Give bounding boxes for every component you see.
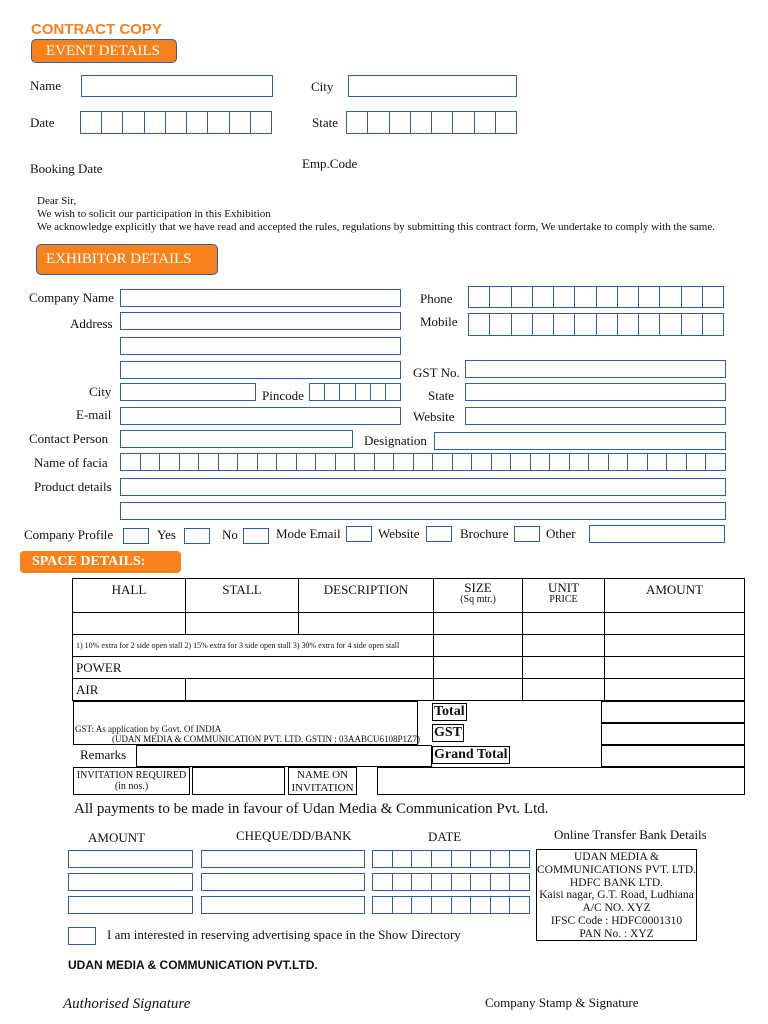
date-field-3[interactable] <box>372 896 530 914</box>
mobile-field[interactable] <box>468 313 724 336</box>
gst-note-line1: GST: As application by Govt. Of INDIA <box>75 724 222 734</box>
unit-price-header <box>523 579 605 613</box>
name-on-invitation-field[interactable] <box>377 767 745 795</box>
size-unit-text: (Sq mtr.) <box>460 594 496 605</box>
hall-cell[interactable] <box>73 613 186 635</box>
description-cell[interactable] <box>299 613 434 635</box>
email-field[interactable] <box>120 407 401 425</box>
company-name-field[interactable] <box>120 289 401 307</box>
bank-line: COMMUNICATIONS PVT. LTD. <box>537 863 697 876</box>
cheque-field-2[interactable] <box>201 873 365 891</box>
note-unit-cell[interactable] <box>523 635 605 657</box>
exhibitor-details-heading: EXHIBITOR DETAILS <box>36 244 218 275</box>
size-header <box>434 579 523 613</box>
contact-person-field[interactable] <box>120 430 353 448</box>
contract-copy-title: CONTRACT COPY <box>31 21 162 38</box>
contact-person-label: Contact Person <box>29 431 109 446</box>
product-details-field-2[interactable] <box>120 502 726 520</box>
bank-line: A/C NO. XYZ <box>582 902 651 915</box>
cheque-field-3[interactable] <box>201 896 365 914</box>
remarks-field[interactable] <box>136 745 432 767</box>
name-field[interactable] <box>81 75 273 97</box>
brochure-checkbox[interactable] <box>514 526 540 542</box>
advertising-interest-label: I am interested in reserving advertising space in the Show Directory <box>107 927 461 942</box>
mode-email-checkbox[interactable] <box>346 526 372 542</box>
power-row-label: POWER <box>73 657 434 679</box>
emp-code-label: Emp.Code <box>302 156 358 171</box>
grand-total-value[interactable] <box>601 745 745 767</box>
phone-field[interactable] <box>468 286 724 308</box>
state-field[interactable] <box>346 111 517 134</box>
address-label: Address <box>70 316 113 331</box>
mode-email-label: Mode Email <box>276 526 341 541</box>
designation-field[interactable] <box>434 432 726 450</box>
air-amount-cell[interactable] <box>605 679 745 701</box>
hall-header: HALL <box>73 579 186 613</box>
bank-line: IFSC Code : HDFC0001310 <box>550 914 683 927</box>
bank-line: HDFC BANK LTD. <box>569 876 664 889</box>
event-details-heading: EVENT DETAILS <box>31 39 177 63</box>
price-header-text: PRICE <box>549 594 578 605</box>
other-field[interactable] <box>589 525 725 543</box>
space-details-heading: SPACE DETAILS: <box>20 551 181 573</box>
email-label: E-mail <box>76 407 112 422</box>
website-checkbox[interactable] <box>426 526 452 542</box>
designation-label: Designation <box>364 433 427 448</box>
website-option-label: Website <box>378 526 420 541</box>
air-row-label: AIR <box>73 679 186 701</box>
unit-price-cell[interactable] <box>523 613 605 635</box>
authorised-signature-label: Authorised Signature <box>63 996 191 1012</box>
unit-header-text: UNIT <box>547 580 580 595</box>
space-details-table <box>72 578 745 701</box>
air-desc-cell[interactable] <box>186 679 434 701</box>
product-details-field-1[interactable] <box>120 478 726 496</box>
total-value[interactable] <box>601 701 745 723</box>
power-amount-cell[interactable] <box>605 657 745 679</box>
city-label: City <box>311 79 334 94</box>
open-stall-note: 1) 10% extra for 2 side open stall 2) 15% extra for 3 side open stall 3) 30% extra for 4 side open stall <box>73 635 434 657</box>
amount-field-3[interactable] <box>68 896 193 914</box>
payment-favour-text: All payments to be made in favour of Udan Media & Communication Pvt. Ltd. <box>74 801 549 817</box>
amount-label: AMOUNT <box>88 830 146 845</box>
pincode-field[interactable] <box>309 383 401 401</box>
bank-line: PAN No. : XYZ <box>579 927 654 940</box>
letter <box>37 195 715 234</box>
payment-date-label: DATE <box>428 829 462 844</box>
cheque-field-1[interactable] <box>201 850 365 868</box>
date-field-1[interactable] <box>372 850 530 868</box>
air-size-cell[interactable] <box>434 679 523 701</box>
phone-label: Phone <box>420 291 453 306</box>
no-label: No <box>222 527 238 542</box>
date-field-2[interactable] <box>372 873 530 891</box>
company-stamp-label: Company Stamp & Signature <box>485 995 639 1010</box>
total-label: Total <box>434 704 465 719</box>
letter-line2: We acknowledge explicitly that we have read and accepted the rules, regulations by submitting this contract form, We undertake to comply with the same. <box>37 221 715 233</box>
gst-value[interactable] <box>601 723 745 745</box>
footer-company-name: UDAN MEDIA & COMMUNICATION PVT.LTD. <box>68 958 318 972</box>
amount-field-2[interactable] <box>68 873 193 891</box>
bank-line: UDAN MEDIA & <box>574 851 659 863</box>
gst-no-field[interactable] <box>465 360 726 378</box>
booking-date-label: Booking Date <box>30 161 103 176</box>
note-size-cell[interactable] <box>434 635 523 657</box>
yes-label: Yes <box>157 527 176 542</box>
invitation-label: INVITATION <box>291 782 354 794</box>
website-label: Website <box>413 409 455 424</box>
address-field-2[interactable] <box>120 337 401 355</box>
invitation-required-box <box>73 767 190 795</box>
amount-field-1[interactable] <box>68 850 193 868</box>
name-label: Name <box>30 78 62 93</box>
gst-note-line2: (UDAN MEDIA & COMMUNICATION PVT. LTD. GSTIN : 03AABCU6108P1Z7) <box>112 734 421 744</box>
brochure-label: Brochure <box>460 526 509 541</box>
stall-cell[interactable] <box>186 613 299 635</box>
city-field-2[interactable] <box>120 383 256 401</box>
profile-yes-checkbox[interactable] <box>123 528 149 544</box>
bank-details-box <box>536 849 697 941</box>
invitation-count-field[interactable] <box>192 767 285 795</box>
company-name-label: Company Name <box>29 290 114 305</box>
mobile-label: Mobile <box>420 314 458 329</box>
note-amount-cell[interactable] <box>605 635 745 657</box>
profile-no-checkbox[interactable] <box>184 528 210 544</box>
company-profile-label: Company Profile <box>24 527 114 542</box>
address-field-1[interactable] <box>120 312 401 330</box>
city-label-2: City <box>89 384 112 399</box>
online-transfer-label: Online Transfer Bank Details <box>554 827 707 842</box>
profile-mode-checkbox[interactable] <box>243 528 269 544</box>
state-field-2[interactable] <box>465 383 726 401</box>
gst-no-label: GST No. <box>413 365 460 380</box>
size-cell[interactable] <box>434 613 523 635</box>
state-label: State <box>312 115 338 130</box>
name-on-invitation-box <box>288 767 357 795</box>
grand-total-label: Grand Total <box>434 747 508 762</box>
letter-salutation: Dear Sir, <box>37 195 77 207</box>
product-details-label: Product details <box>34 479 112 494</box>
name-of-facia-label: Name of facia <box>34 455 108 470</box>
gst-note-box <box>73 701 421 745</box>
city-field[interactable] <box>348 75 517 97</box>
cheque-label: CHEQUE/DD/BANK <box>236 828 352 843</box>
remarks-label: Remarks <box>80 747 127 762</box>
letter-line1: We wish to solicit our participation in this Exhibition <box>37 208 271 220</box>
advertising-interest-checkbox[interactable] <box>68 927 96 945</box>
gst-label: GST <box>434 725 463 740</box>
other-label: Other <box>546 526 576 541</box>
name-of-facia-field[interactable] <box>120 453 726 471</box>
amount-cell[interactable] <box>605 613 745 635</box>
state-label-2: State <box>428 388 454 403</box>
stall-header: STALL <box>186 579 299 613</box>
power-unit-cell[interactable] <box>523 657 605 679</box>
pincode-label: Pincode <box>262 388 304 403</box>
name-on-label: NAME ON <box>296 769 349 781</box>
power-size-cell[interactable] <box>434 657 523 679</box>
date-field[interactable] <box>80 111 272 134</box>
address-field-3[interactable] <box>120 361 401 379</box>
website-field[interactable] <box>465 407 726 425</box>
amount-header: AMOUNT <box>605 579 745 613</box>
size-header-text: SIZE <box>464 580 492 595</box>
date-label: Date <box>30 115 55 130</box>
description-header: DESCRIPTION <box>299 579 434 613</box>
invitation-required-label: INVITATION REQUIRED <box>76 770 187 781</box>
bank-line: Kaisi nagar, G.T. Road, Ludhiana <box>539 889 694 902</box>
in-nos-label: (in nos.) <box>114 781 149 792</box>
air-unit-cell[interactable] <box>523 679 605 701</box>
